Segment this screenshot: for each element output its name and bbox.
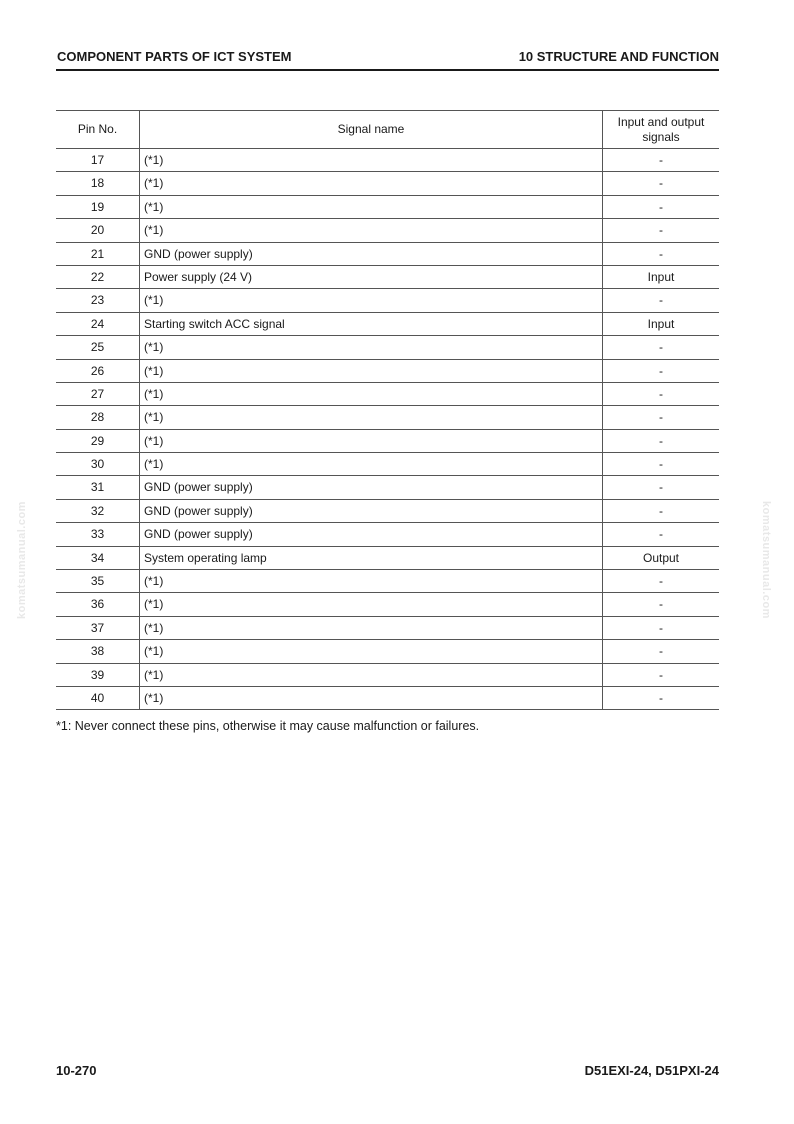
table-body [56,149,719,710]
pin-number-cell: 36 [56,593,140,616]
signal-name-cell: (*1) [140,593,603,616]
pin-number-cell: 17 [56,149,140,172]
table-row [56,312,719,335]
pin-number-cell: 19 [56,195,140,218]
pin-number-cell: 22 [56,265,140,288]
table-row [56,195,719,218]
table-row [56,429,719,452]
pin-number-cell: 24 [56,312,140,335]
table-row [56,476,719,499]
io-signal-cell: - [603,382,720,405]
io-signal-cell: - [603,406,720,429]
table-row [56,546,719,569]
page-header [56,48,719,71]
signal-name-cell: GND (power supply) [140,523,603,546]
io-signal-cell: Input [603,265,720,288]
pin-number-cell: 31 [56,476,140,499]
table-row [56,242,719,265]
pin-number-cell: 33 [56,523,140,546]
table-row [56,172,719,195]
pin-number-cell: 23 [56,289,140,312]
signal-name-cell: (*1) [140,149,603,172]
table-row [56,663,719,686]
pin-number-cell: 35 [56,570,140,593]
table-row [56,686,719,709]
watermark-right: komatsumanual.com [760,501,772,619]
io-signal-cell: - [603,336,720,359]
pin-number-cell: 39 [56,663,140,686]
io-signal-cell: - [603,429,720,452]
pin-number-cell: 20 [56,219,140,242]
signal-name-cell: (*1) [140,289,603,312]
table-row [56,219,719,242]
io-signal-cell: - [603,289,720,312]
io-signal-cell: - [603,640,720,663]
signal-name-cell: (*1) [140,172,603,195]
pin-number-cell: 37 [56,616,140,639]
io-signal-cell: - [603,663,720,686]
table-row [56,289,719,312]
pin-number-cell: 26 [56,359,140,382]
io-signal-cell: - [603,149,720,172]
io-signal-cell: - [603,686,720,709]
table-row [56,149,719,172]
io-signal-cell: - [603,453,720,476]
signal-name-cell: (*1) [140,382,603,405]
signal-name-cell: Power supply (24 V) [140,265,603,288]
table-row [56,359,719,382]
signal-name-cell: (*1) [140,663,603,686]
io-signal-cell: Output [603,546,720,569]
io-signal-cell: - [603,570,720,593]
signal-name-cell: (*1) [140,195,603,218]
pin-number-cell: 21 [56,242,140,265]
signal-name-cell: (*1) [140,686,603,709]
pin-number-cell: 18 [56,172,140,195]
io-signal-cell: - [603,219,720,242]
pin-number-cell: 30 [56,453,140,476]
signal-name-cell: System operating lamp [140,546,603,569]
footnote: *1: Never connect these pins, otherwise it may cause malfunction or failures. [56,719,480,733]
pin-number-cell: 29 [56,429,140,452]
column-header-io-signals [603,111,720,149]
signal-name-cell: GND (power supply) [140,476,603,499]
table-row [56,640,719,663]
table-row [56,616,719,639]
chapter-title: 10 STRUCTURE AND FUNCTION [518,49,719,64]
pin-number-cell: 32 [56,499,140,522]
watermark-left: komatsumanual.com [16,501,28,619]
page-number: 10-270 [56,1063,97,1078]
io-signal-cell: - [603,195,720,218]
signal-name-cell: (*1) [140,359,603,382]
signal-name-cell: (*1) [140,640,603,663]
model-number: D51EXI-24, D51PXI-24 [584,1063,719,1078]
io-signal-cell: Input [603,312,720,335]
pin-number-cell: 38 [56,640,140,663]
io-signal-cell: - [603,593,720,616]
io-signal-cell: - [603,616,720,639]
table-row [56,453,719,476]
table-row [56,593,719,616]
table-row [56,523,719,546]
signal-name-cell: (*1) [140,336,603,359]
table-header-row [56,111,719,149]
io-signal-cell: - [603,476,720,499]
signal-name-cell: GND (power supply) [140,499,603,522]
pin-signal-table [56,110,719,710]
table-row [56,265,719,288]
io-signal-cell: - [603,359,720,382]
io-signal-cell: - [603,499,720,522]
table-row [56,570,719,593]
pin-number-cell: 40 [56,686,140,709]
pin-number-cell: 28 [56,406,140,429]
signal-name-cell: (*1) [140,406,603,429]
column-header-io-signals-text: Input and output signals [617,115,705,144]
pin-number-cell: 27 [56,382,140,405]
table-row [56,382,719,405]
io-signal-cell: - [603,242,720,265]
signal-name-cell: Starting switch ACC signal [140,312,603,335]
signal-name-cell: (*1) [140,219,603,242]
table-row [56,336,719,359]
column-header-pin-no: Pin No. [56,111,140,149]
io-signal-cell: - [603,172,720,195]
section-title: COMPONENT PARTS OF ICT SYSTEM [57,49,292,64]
table-row [56,406,719,429]
signal-name-cell: (*1) [140,570,603,593]
io-signal-cell: - [603,523,720,546]
signal-name-cell: GND (power supply) [140,242,603,265]
pin-number-cell: 34 [56,546,140,569]
pin-number-cell: 25 [56,336,140,359]
signal-name-cell: (*1) [140,453,603,476]
column-header-signal-name: Signal name [140,111,603,149]
signal-name-cell: (*1) [140,616,603,639]
signal-name-cell: (*1) [140,429,603,452]
table-row [56,499,719,522]
